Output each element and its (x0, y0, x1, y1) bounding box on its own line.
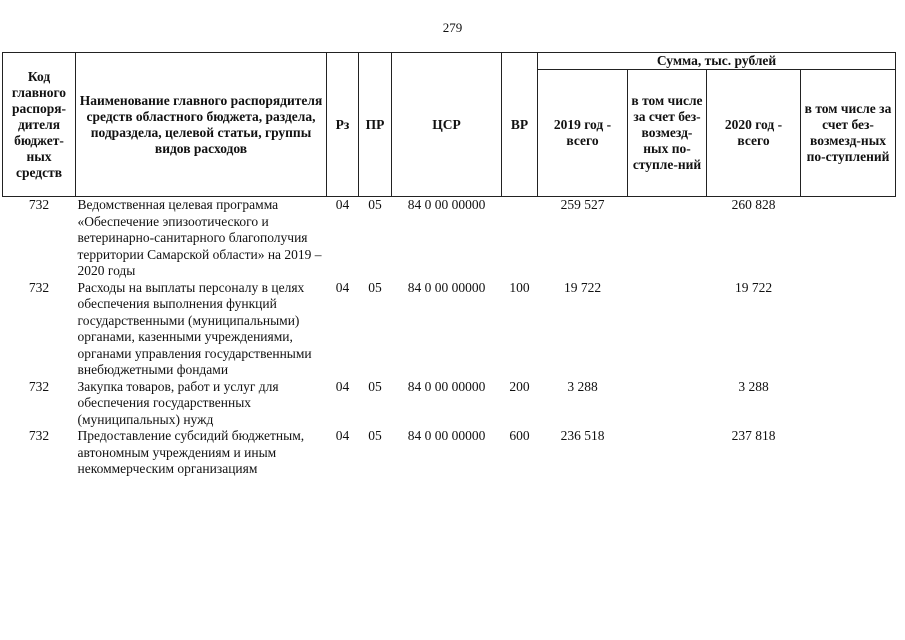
table-body (3, 197, 896, 478)
header-csr: ЦСР (392, 53, 502, 197)
table-row (3, 197, 896, 280)
cell-csr: 84 0 00 00000 (407, 428, 486, 443)
cell-rz: 04 (335, 197, 350, 212)
cell-csr: 84 0 00 00000 (407, 378, 486, 394)
page-number: 279 (442, 20, 463, 35)
cell-2020-total: 237 818 (731, 428, 776, 443)
cell-vr (502, 197, 538, 280)
header-code: Код главного распоря-дителя бюджет-ных средств (3, 53, 76, 197)
cell-2019-total: 236 518 (560, 428, 605, 443)
table-row (3, 379, 896, 429)
cell-2019-grants (628, 280, 707, 379)
cell-code: 732 (28, 279, 50, 295)
header-2019-grants: в том числе за счет без-возмезд-ных по-ступле-ний (628, 70, 707, 197)
cell-2019-total: 3 288 (567, 378, 598, 394)
cell-rz: 04 (335, 378, 350, 394)
cell-pr: 05 (368, 197, 382, 212)
cell-2020-grants (801, 379, 896, 429)
cell-2020-total: 260 828 (731, 197, 776, 212)
cell-code: 732 (28, 197, 50, 212)
header-rz: Рз (327, 53, 359, 197)
cell-vr: 100 (509, 279, 530, 295)
cell-2020-total: 3 288 (738, 378, 769, 394)
cell-pr: 05 (368, 279, 382, 295)
header-vr: ВР (502, 53, 538, 197)
cell-vr: 200 (509, 378, 530, 394)
header-pr: ПР (359, 53, 392, 197)
cell-2020-total: 19 722 (734, 279, 773, 295)
cell-2019-total: 19 722 (563, 279, 602, 295)
cell-csr: 84 0 00 00000 (407, 279, 486, 295)
cell-name: Закупка товаров, работ и услуг для обеспечения государственных (муниципальных) нужд (77, 378, 279, 427)
table-row (3, 280, 896, 379)
cell-name: Предоставление субсидий бюджетным, автономным учреждениям и иным некоммерческим организациям (77, 428, 305, 476)
cell-code: 732 (28, 378, 50, 394)
cell-2020-grants (801, 197, 896, 280)
cell-csr: 84 0 00 00000 (407, 197, 486, 212)
cell-name: Расходы на выплаты персоналу в целях обеспечения выполнения функций государственными (муниципальными) органами, казенными учреждениями, органами управления государственными внебюджетными фондами (77, 279, 312, 377)
cell-2020-grants (801, 428, 896, 478)
cell-2020-grants (801, 280, 896, 379)
cell-vr: 600 (509, 428, 530, 443)
header-2020-grants: в том числе за счет без-возмезд-ных по-ступлений (801, 70, 896, 197)
header-2020-total: 2020 год - всего (707, 70, 801, 197)
cell-2019-grants (628, 379, 707, 429)
cell-2019-total: 259 527 (560, 197, 605, 212)
cell-name: Ведомственная целевая программа «Обеспечение эпизоотического и ветеринарно-санитарного благополучия территории Самарской области» на 2019 – 2020 годы (77, 197, 322, 278)
header-sum-group: Сумма, тыс. рублей (538, 53, 896, 70)
cell-rz: 04 (335, 279, 350, 295)
cell-rz: 04 (335, 428, 350, 443)
cell-code: 732 (28, 428, 50, 443)
cell-pr: 05 (368, 378, 382, 394)
header-2019-total: 2019 год - всего (538, 70, 628, 197)
cell-pr: 05 (368, 428, 382, 443)
cell-2019-grants (628, 428, 707, 478)
budget-table (2, 52, 896, 478)
header-name: Наименование главного распорядителя средств областного бюджета, раздела, подраздела, целевой статьи, группы видов расходов (76, 53, 327, 197)
cell-2019-grants (628, 197, 707, 280)
table-row (3, 428, 896, 478)
table-header (3, 53, 896, 197)
